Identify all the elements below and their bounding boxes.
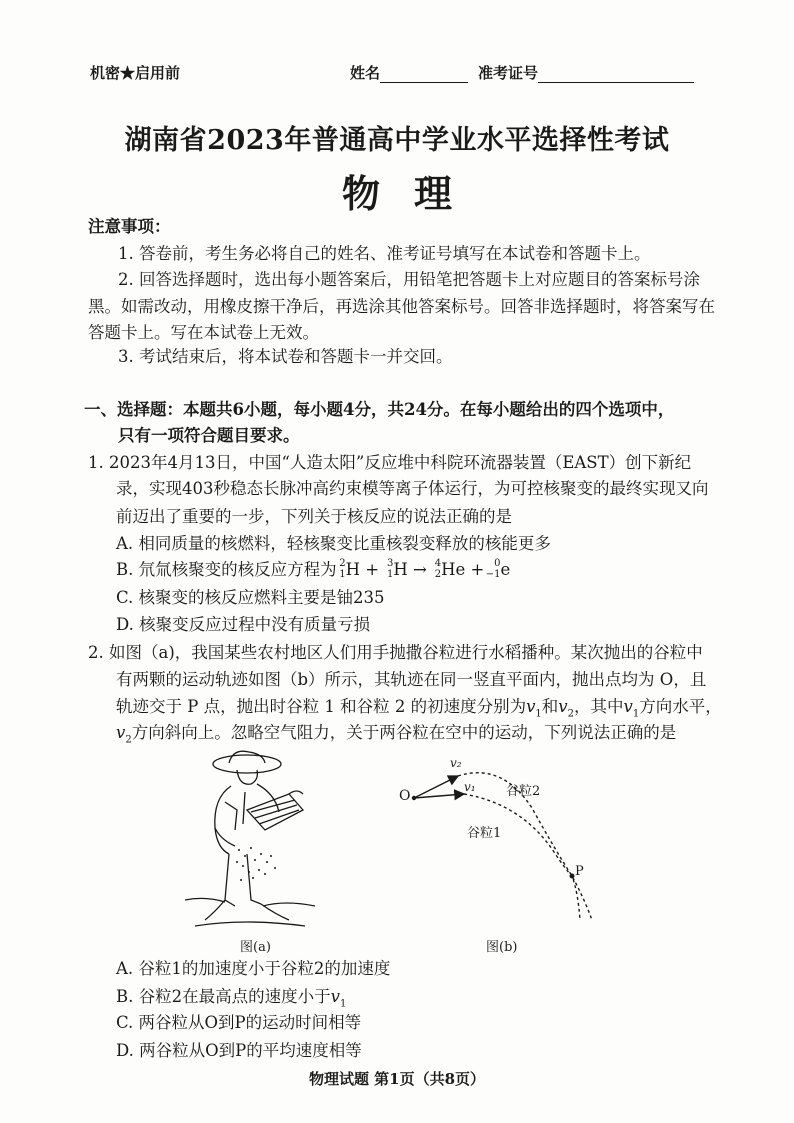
origin-label: O — [399, 788, 411, 804]
notice-heading: 注意事项： — [88, 217, 171, 236]
notice-item-3: 3. 考试结束后，将本试卷和答题卡一并交回。 — [118, 347, 453, 366]
q1-option-b[interactable] — [116, 559, 510, 581]
subject-title: 物理 — [341, 171, 486, 216]
exam-title: 湖南省2023年普通高中学业水平选择性考试 — [124, 125, 670, 156]
q2-stem-1: 2. 如图（a)，我国某些农村地区人们用手抛撒谷粒进行水稻播种。某次抛出的谷粒中 — [88, 643, 703, 662]
exam-id-blank[interactable] — [538, 66, 694, 83]
q2-stem-2: 有两颗的运动轨迹如图（b）所示，其轨迹在同一竖直平面内，抛出点均为 O，且 — [116, 670, 707, 689]
grain2-label: 谷粒2 — [506, 784, 541, 799]
q1-stem-3: 前迈出了重要的一步，下列关于核反应的说法正确的是 — [116, 507, 512, 526]
grain1-trajectory — [464, 794, 580, 920]
exam-id-field[interactable] — [478, 62, 694, 83]
v2-label: v₂ — [450, 756, 462, 770]
trajectory-diagram — [392, 752, 612, 927]
section1-heading-cont: 只有一项符合题目要求。 — [118, 426, 300, 445]
point-p-label: P — [575, 864, 584, 879]
page-footer: 物理试题 第1页（共8页） — [308, 1070, 486, 1088]
fig-b-caption: 图(b) — [486, 940, 518, 955]
intersection-point — [570, 874, 575, 879]
q1-option-a[interactable]: A. 相同质量的核燃料，轻核聚变比重核裂变释放的核能更多 — [116, 534, 551, 553]
notice-item-1: 1. 答卷前，考生务必将自己的姓名、准考证号填写在本试卷和答题卡上。 — [118, 244, 651, 263]
q1-stem-1: 1. 2023年4月13日，中国“人造太阳”反应堆中科院环流器装置（EAST）创下新纪 — [88, 453, 692, 472]
q1-option-c[interactable]: C. 核聚变的核反应燃料主要是铀235 — [116, 588, 385, 607]
secrecy-label: 机密★启用前 — [90, 64, 181, 82]
nuclear-equation: 2 1 H + 3 1 H → 4 2 He + 0 −1 e — [339, 558, 511, 580]
section1-heading: 一、选择题：本题共6小题，每小题4分，共24分。在每小题给出的四个选项中， — [84, 400, 675, 419]
q2-option-a[interactable]: A. 谷粒1的加速度小于谷粒2的加速度 — [116, 959, 391, 978]
name-field[interactable] — [350, 62, 468, 83]
q2-option-c[interactable]: C. 两谷粒从O到P的运动时间相等 — [116, 1013, 362, 1032]
farmer-sowing-illustration — [185, 750, 325, 930]
q2-option-b[interactable]: B. 谷粒2在最高点的速度小于$v_1$ — [116, 987, 347, 1010]
grain1-label: 谷粒1 — [467, 826, 502, 841]
name-blank[interactable] — [380, 66, 468, 83]
q2-stem-3: 轨迹交于 P 点，抛出时谷粒 1 和谷粒 2 的初速度分别为$v_1$和$v_2$，其中$v_1$方向水平， — [116, 697, 722, 720]
v1-label: v₁ — [464, 780, 476, 794]
q1-stem-2: 录，实现403秒稳态长脉冲高约束模等离子体运行，为可控核聚变的最终实现又向 — [116, 479, 709, 498]
origin-point — [412, 796, 416, 800]
notice-item-2: 2. 回答选择题时，选出每小题答案后，用铅笔把答题卡上对应题目的答案标号涂 — [118, 270, 700, 289]
q1-option-b-text: B. 氘氚核聚变的核反应方程为 — [116, 560, 337, 579]
q2-option-d[interactable]: D. 两谷粒从O到P的平均速度相等 — [116, 1041, 362, 1060]
exam-id-label: 准考证号 — [478, 64, 539, 82]
notice-item-2-cont: 黑。如需改动，用橡皮擦干净后，再选涂其他答案标号。回答非选择题时，将答案写在 — [88, 297, 715, 316]
notice-item-2-cont2: 答题卡上。写在本试卷上无效。 — [88, 323, 319, 342]
q1-option-d[interactable]: D. 核聚变反应过程中没有质量亏损 — [116, 615, 371, 634]
q2-stem-4: $v_2$方向斜向上。忽略空气阻力，关于两谷粒在空中的运动，下列说法正确的是 — [116, 723, 677, 746]
name-label: 姓名 — [350, 64, 381, 82]
fig-a-caption: 图(a) — [240, 940, 271, 955]
